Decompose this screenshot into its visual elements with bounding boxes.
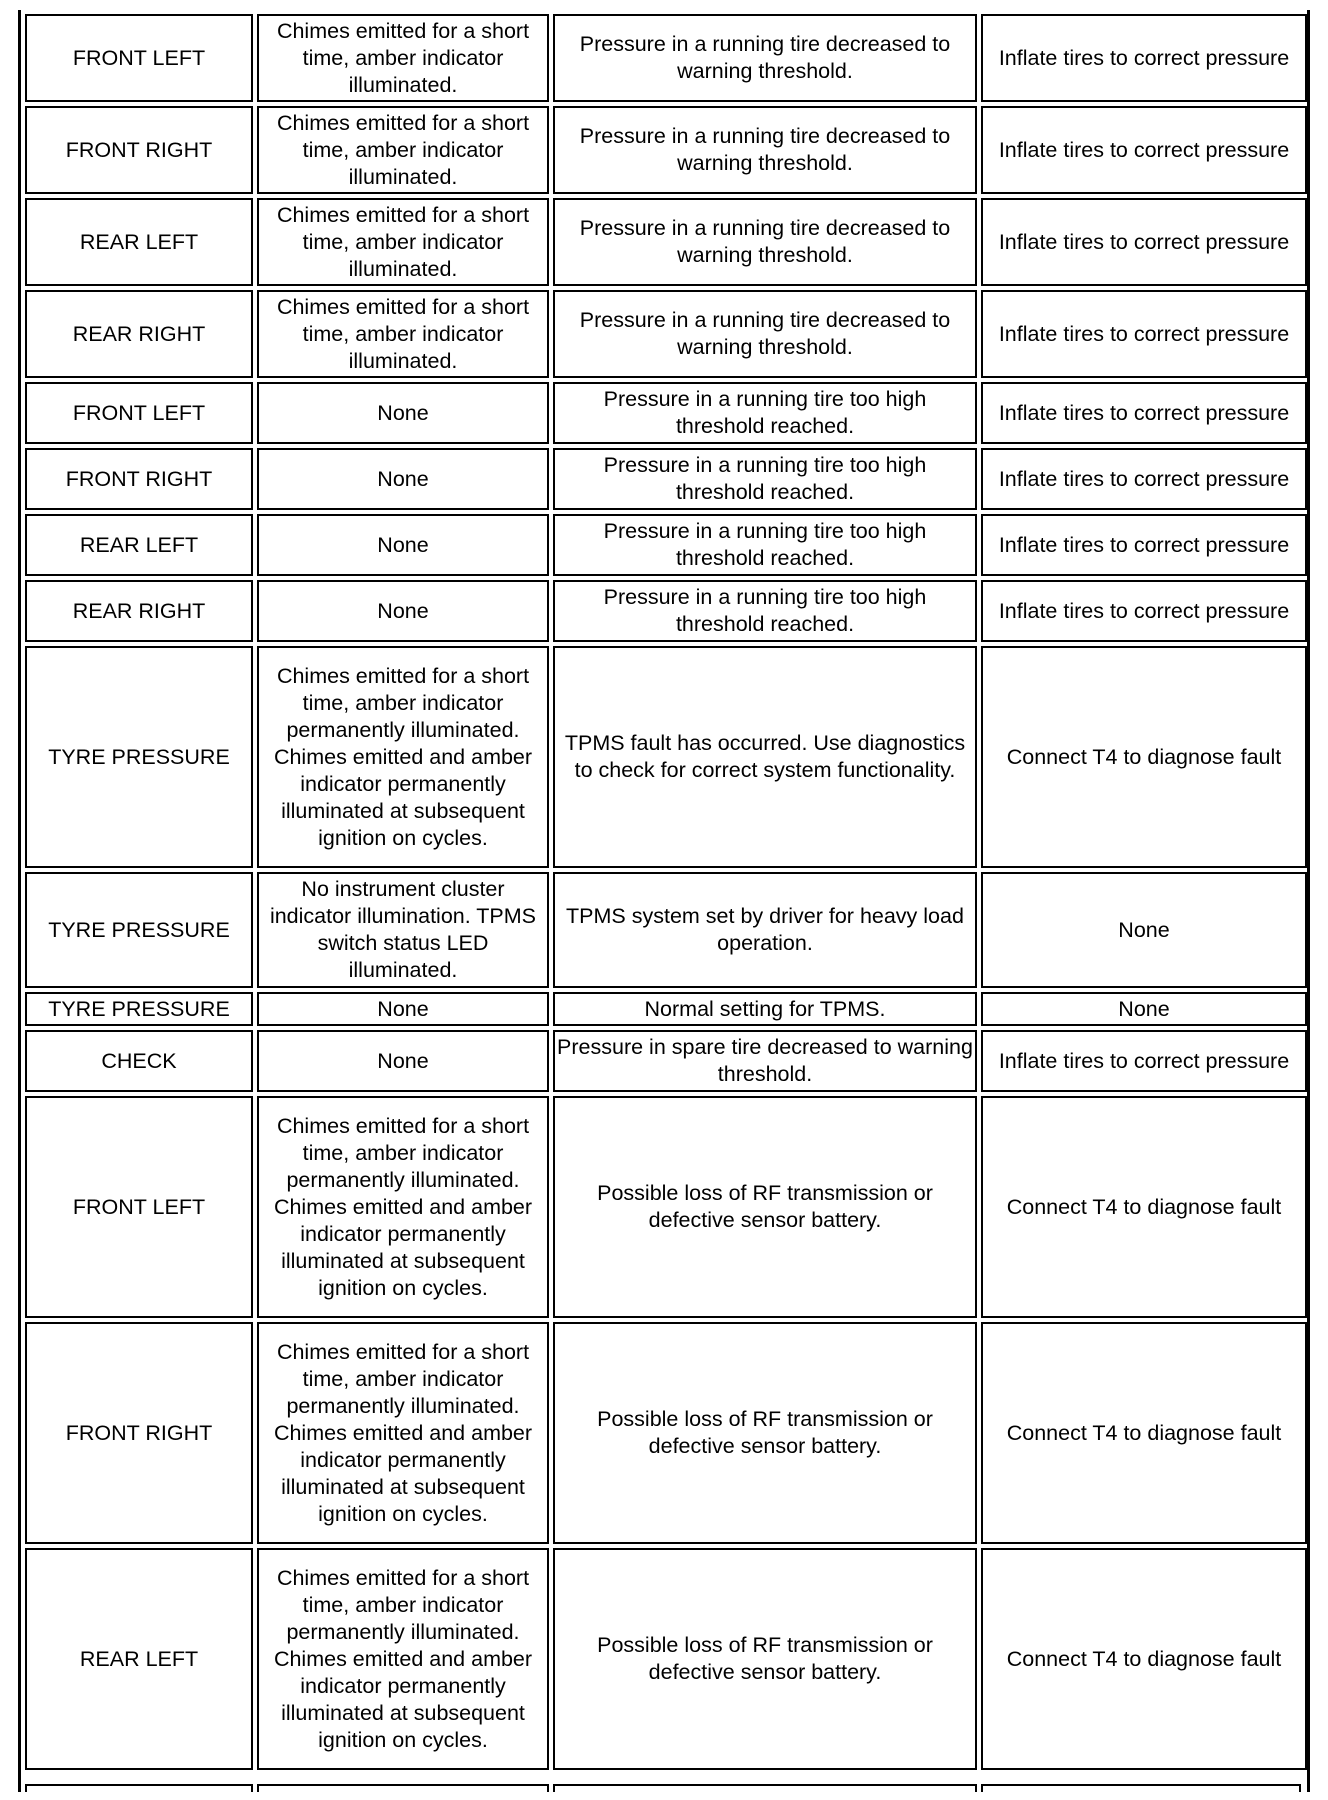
condition-cell: Pressure in a running tire decreased to warning threshold. bbox=[553, 106, 977, 194]
table-row bbox=[25, 448, 1307, 510]
condition-cell: Normal setting for TPMS. bbox=[553, 992, 977, 1026]
truncated-next-row bbox=[21, 1784, 1307, 1792]
indication-cell: Chimes emitted for a short time, amber indicator permanently illuminated. Chimes emitted and amber indicator permanently illuminated at subsequent ignition on cycles. bbox=[257, 646, 549, 868]
location-cell: REAR LEFT bbox=[25, 514, 253, 576]
condition-cell: Pressure in a running tire too high threshold reached. bbox=[553, 382, 977, 444]
table-row bbox=[25, 1030, 1307, 1092]
action-cell: Inflate tires to correct pressure bbox=[981, 198, 1307, 286]
indication-cell: Chimes emitted for a short time, amber indicator illuminated. bbox=[257, 290, 549, 378]
indication-cell: None bbox=[257, 448, 549, 510]
table-row bbox=[25, 872, 1307, 988]
tpms-table-frame bbox=[18, 10, 1310, 1792]
indication-cell: Chimes emitted for a short time, amber indicator permanently illuminated. Chimes emitted and amber indicator permanently illuminated at subsequent ignition on cycles. bbox=[257, 1096, 549, 1318]
condition-cell: Possible loss of RF transmission or defective sensor battery. bbox=[553, 1322, 977, 1544]
indication-cell: Chimes emitted for a short time, amber indicator illuminated. bbox=[257, 14, 549, 102]
table-row bbox=[25, 514, 1307, 576]
location-cell: TYRE PRESSURE bbox=[25, 992, 253, 1026]
indication-cell: No instrument cluster indicator illumination. TPMS switch status LED illuminated. bbox=[257, 872, 549, 988]
location-cell: TYRE PRESSURE bbox=[25, 646, 253, 868]
action-cell: Connect T4 to diagnose fault bbox=[981, 1548, 1307, 1770]
condition-cell: Possible loss of RF transmission or defective sensor battery. bbox=[553, 1096, 977, 1318]
condition-cell: Pressure in spare tire decreased to warning threshold. bbox=[553, 1030, 977, 1092]
condition-cell: TPMS fault has occurred. Use diagnostics to check for correct system functionality. bbox=[553, 646, 977, 868]
table-row bbox=[25, 198, 1307, 286]
table-row bbox=[25, 1322, 1307, 1544]
location-cell: REAR RIGHT bbox=[25, 290, 253, 378]
location-cell: REAR RIGHT bbox=[25, 580, 253, 642]
action-cell: Inflate tires to correct pressure bbox=[981, 580, 1307, 642]
action-cell: Inflate tires to correct pressure bbox=[981, 448, 1307, 510]
indication-cell: Chimes emitted for a short time, amber indicator illuminated. bbox=[257, 198, 549, 286]
action-cell: Inflate tires to correct pressure bbox=[981, 106, 1307, 194]
table-row bbox=[25, 290, 1307, 378]
table-row bbox=[25, 1548, 1307, 1770]
condition-cell: Possible loss of RF transmission or defective sensor battery. bbox=[553, 1548, 977, 1770]
action-cell: None bbox=[981, 992, 1307, 1026]
location-cell: FRONT LEFT bbox=[25, 382, 253, 444]
condition-cell: TPMS system set by driver for heavy load operation. bbox=[553, 872, 977, 988]
table-row bbox=[25, 646, 1307, 868]
condition-cell: Pressure in a running tire too high threshold reached. bbox=[553, 514, 977, 576]
tpms-message-table bbox=[21, 10, 1311, 1774]
action-cell: Connect T4 to diagnose fault bbox=[981, 1322, 1307, 1544]
table-row bbox=[25, 992, 1307, 1026]
indication-cell: None bbox=[257, 580, 549, 642]
location-cell: FRONT LEFT bbox=[25, 14, 253, 102]
location-cell: REAR LEFT bbox=[25, 198, 253, 286]
condition-cell: Pressure in a running tire too high threshold reached. bbox=[553, 448, 977, 510]
location-cell: FRONT RIGHT bbox=[25, 448, 253, 510]
condition-cell: Pressure in a running tire decreased to warning threshold. bbox=[553, 14, 977, 102]
action-cell: Inflate tires to correct pressure bbox=[981, 14, 1307, 102]
action-cell: Inflate tires to correct pressure bbox=[981, 1030, 1307, 1092]
indication-cell: None bbox=[257, 382, 549, 444]
location-cell: REAR LEFT bbox=[25, 1548, 253, 1770]
indication-cell: None bbox=[257, 992, 549, 1026]
action-cell: None bbox=[981, 872, 1307, 988]
table-row bbox=[25, 14, 1307, 102]
condition-cell: Pressure in a running tire decreased to warning threshold. bbox=[553, 198, 977, 286]
indication-cell: Chimes emitted for a short time, amber indicator permanently illuminated. Chimes emitted and amber indicator permanently illuminated at subsequent ignition on cycles. bbox=[257, 1548, 549, 1770]
location-cell: CHECK bbox=[25, 1030, 253, 1092]
table-row bbox=[25, 106, 1307, 194]
condition-cell: Pressure in a running tire too high threshold reached. bbox=[553, 580, 977, 642]
indication-cell: Chimes emitted for a short time, amber indicator illuminated. bbox=[257, 106, 549, 194]
action-cell: Inflate tires to correct pressure bbox=[981, 290, 1307, 378]
action-cell: Inflate tires to correct pressure bbox=[981, 514, 1307, 576]
location-cell: FRONT RIGHT bbox=[25, 1322, 253, 1544]
action-cell: Inflate tires to correct pressure bbox=[981, 382, 1307, 444]
location-cell: FRONT RIGHT bbox=[25, 106, 253, 194]
indication-cell: None bbox=[257, 1030, 549, 1092]
table-row bbox=[25, 382, 1307, 444]
indication-cell: Chimes emitted for a short time, amber indicator permanently illuminated. Chimes emitted and amber indicator permanently illuminated at subsequent ignition on cycles. bbox=[257, 1322, 549, 1544]
table-row bbox=[25, 580, 1307, 642]
table-row bbox=[25, 1096, 1307, 1318]
condition-cell: Pressure in a running tire decreased to warning threshold. bbox=[553, 290, 977, 378]
indication-cell: None bbox=[257, 514, 549, 576]
location-cell: FRONT LEFT bbox=[25, 1096, 253, 1318]
action-cell: Connect T4 to diagnose fault bbox=[981, 646, 1307, 868]
action-cell: Connect T4 to diagnose fault bbox=[981, 1096, 1307, 1318]
location-cell: TYRE PRESSURE bbox=[25, 872, 253, 988]
